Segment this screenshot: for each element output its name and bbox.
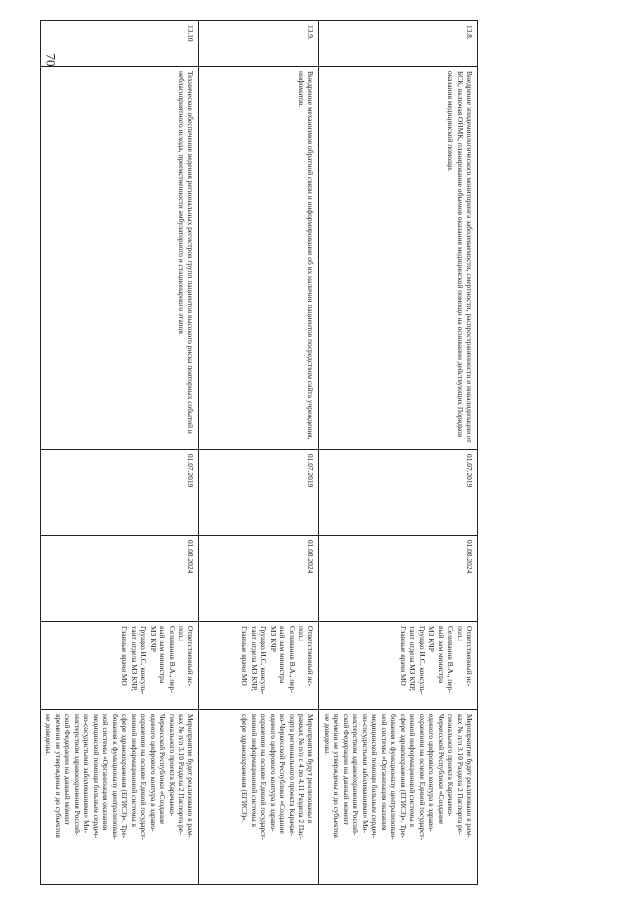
- row-number-cell: 13.9.: [199, 21, 319, 67]
- result-line: венной информационной системы в: [129, 714, 139, 828]
- table-row: [41, 21, 200, 885]
- result-line: рамках № п/п с 4 по 4.11 Раздела 2 Пас-: [297, 714, 307, 840]
- result-line: но-сосудистыми заболеваниями» Ми-: [82, 714, 92, 834]
- result-line: охранении на основе Единой государст-: [259, 714, 269, 841]
- result-line: охранении на основе Единой государст-: [139, 714, 149, 841]
- result-line: времени не утверждены и до субъектов: [332, 714, 342, 838]
- responsible-cell: [41, 622, 200, 710]
- responsible-line: Главные врачи МО: [398, 626, 408, 686]
- responsible-line: Селиванов В.А., пер-: [167, 626, 177, 693]
- end-date-cell: 01.08.2024: [319, 536, 478, 622]
- responsible-cell: [319, 622, 478, 710]
- responsible-line: пол.:: [455, 626, 465, 642]
- result-line: нистерством здравоохранения Россий-: [351, 714, 361, 836]
- result-line: единого цифрового контура в здраво-: [148, 714, 158, 832]
- start-date-cell: 01.07.2019: [41, 450, 200, 536]
- result-line: времени не утверждены и до субъектов: [53, 714, 63, 838]
- responsible-line: тант отдела МЗ КЧР,: [129, 626, 139, 692]
- result-line: во-Черкесской Республики «Создание: [278, 714, 288, 834]
- result-cell: [41, 710, 200, 885]
- result-line: сфере здравоохранения (ЕГИСЗ)». Тре-: [398, 714, 408, 839]
- description-cell: Техническое обеспечение ведения региональных регистров групп пациентов высокого риска повторных событий и неблагоприятного исхода, преемственности амбулаторного и стационарного этапов: [41, 67, 200, 450]
- responsible-line: МЗ КЧР: [427, 626, 437, 652]
- result-line: ках № п/п 3.10 Раздела 2 Паспорта ре-: [177, 714, 187, 835]
- result-line: Черкесской Республики «Создание: [436, 714, 446, 825]
- result-line: ной системы «Организация оказания: [101, 714, 111, 831]
- end-date-cell: 01.08.2024: [199, 536, 319, 622]
- responsible-line: Ответственный ис-: [306, 626, 316, 687]
- row-number-cell: 13.10: [41, 21, 200, 67]
- result-line: не доведены.: [44, 714, 54, 755]
- result-cell: [199, 710, 319, 885]
- result-line: единого цифрового контура в здраво-: [268, 714, 278, 832]
- start-date-cell: 01.07.2019: [199, 450, 319, 536]
- result-line: сфере здравоохранения (ЕГИСЗ)».: [240, 714, 250, 823]
- description-cell: Внедрение эпидемиологического мониторинга заболеваемости, смертности, распространенности и инвалидизации от БСК, включая ОНМК, планирование объемов оказания медицинской помощи на основании действующих Порядков оказания медицинской помощи.: [319, 67, 478, 450]
- responsible-line: Главные врачи МО: [120, 626, 130, 686]
- result-line: охранении на основе Единой государст-: [417, 714, 427, 841]
- responsible-line: вый зам министра: [436, 626, 446, 684]
- result-line: порта регионального проекта Карачае-: [287, 714, 297, 836]
- responsible-line: Грущко И.С. консуль-: [139, 626, 149, 695]
- result-line: но-сосудистыми заболеваниями» Ми-: [360, 714, 370, 834]
- start-date-cell: 01.07.2019: [319, 450, 478, 536]
- result-line: единого цифрового контура в здраво-: [427, 714, 437, 832]
- result-line: гионального проекта Карачаево-: [446, 714, 456, 817]
- responsible-line: пол.:: [297, 626, 307, 642]
- result-line: нистерством здравоохранения Россий-: [72, 714, 82, 836]
- result-line: ской Федерации на данный момент: [63, 714, 73, 825]
- end-date-cell: 01.08.2024: [41, 536, 200, 622]
- result-line: ской Федерации на данный момент: [341, 714, 351, 825]
- table-row: [319, 21, 478, 885]
- result-line: не доведены.: [322, 714, 332, 755]
- responsible-line: МЗ КЧР: [268, 626, 278, 652]
- measures-table: [40, 20, 478, 885]
- result-line: Мероприятие будет реализовано в рам-: [186, 714, 196, 838]
- responsible-line: Главные врачи МО: [240, 626, 250, 686]
- result-line: Мероприятие будет реализовано в рам-: [465, 714, 474, 838]
- responsible-line: Ответственный ис-: [465, 626, 474, 687]
- responsible-line: Грущко И.С. консуль-: [259, 626, 269, 695]
- result-line: Мероприятия будут реализованы в: [306, 714, 316, 824]
- result-line: бования к функционалу централизован-: [389, 714, 399, 840]
- result-line: медицинской помощи больным сердеч-: [370, 714, 380, 838]
- result-line: венной информационной системы в: [249, 714, 259, 828]
- responsible-line: пол.:: [177, 626, 187, 642]
- result-line: бования к функционалу централизован-: [110, 714, 120, 840]
- result-cell: [319, 710, 478, 885]
- responsible-line: вый зам министра: [158, 626, 168, 684]
- result-line: ной системы «Организация оказания: [379, 714, 389, 831]
- responsible-line: Селиванов В.А., пер-: [287, 626, 297, 693]
- table-row: [199, 21, 319, 885]
- description-cell: Внедрение механизмов обратной связи и информирование об их наличии пациентов посредством сайта учреждения, инфоматов.: [199, 67, 319, 450]
- responsible-line: вый зам министра: [278, 626, 288, 684]
- responsible-line: Грущко И.С. консуль-: [417, 626, 427, 695]
- row-number-cell: 13.8.: [319, 21, 478, 67]
- result-line: гионального проекта Карачаево-: [167, 714, 177, 817]
- responsible-line: Селиванов В.А., пер-: [446, 626, 456, 693]
- responsible-line: тант отдела МЗ КЧР,: [249, 626, 259, 692]
- responsible-cell: [199, 622, 319, 710]
- result-line: ках № п/п 3.10 Раздела 2 Паспорта ре-: [455, 714, 465, 835]
- result-line: медицинской помощи больным сердеч-: [91, 714, 101, 838]
- result-line: Черкесской Республики «Создание: [158, 714, 168, 825]
- responsible-line: Ответственный ис-: [186, 626, 196, 687]
- result-line: венной информационной системы в: [408, 714, 418, 828]
- responsible-line: МЗ КЧР: [148, 626, 158, 652]
- responsible-line: тант отдела МЗ КЧР,: [408, 626, 418, 692]
- result-line: сфере здравоохранения (ЕГИСЗ)». Тре-: [120, 714, 130, 839]
- page-number: 70: [43, 53, 59, 67]
